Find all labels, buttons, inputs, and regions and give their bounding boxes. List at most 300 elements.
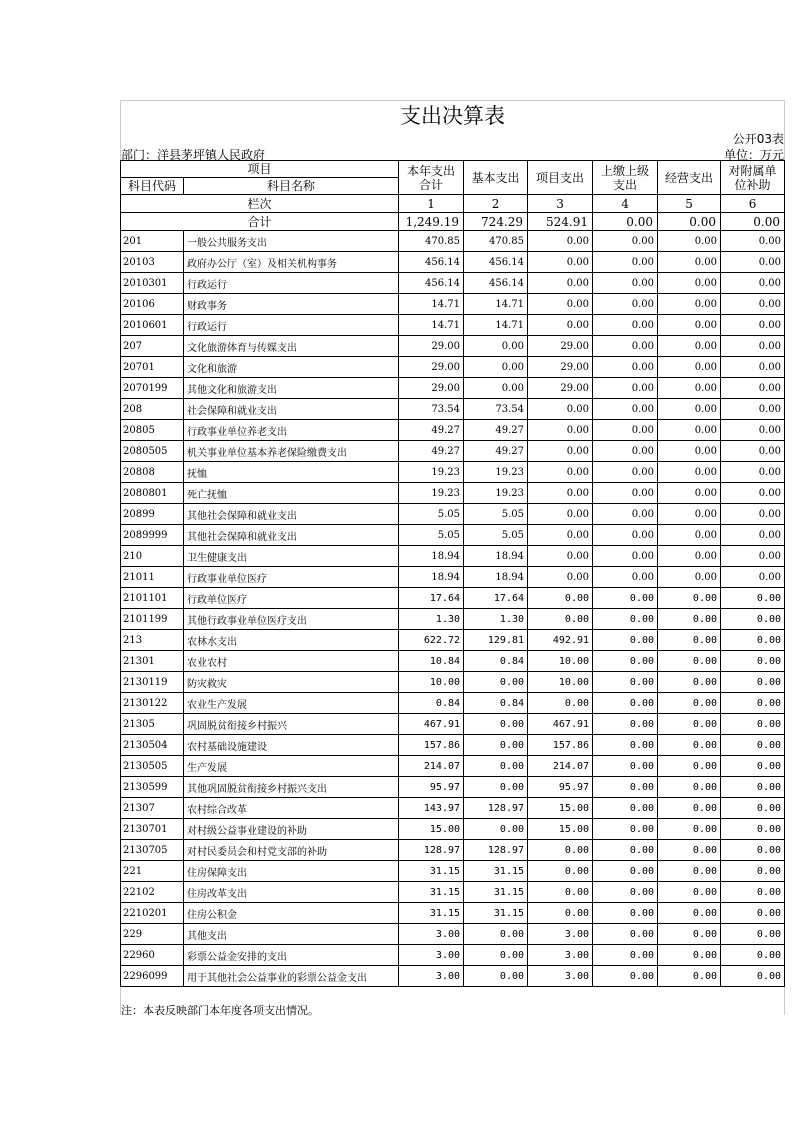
subject-name: 住房公积金 xyxy=(184,903,399,924)
amount-cell: 456.14 xyxy=(464,252,528,273)
amount-cell: 0.00 xyxy=(593,378,658,399)
amount-cell: 0.00 xyxy=(721,735,785,756)
amount-cell: 0.00 xyxy=(593,693,658,714)
amount-cell: 0.00 xyxy=(721,966,785,987)
amount-cell: 0.00 xyxy=(721,483,785,504)
amount-cell: 0.00 xyxy=(528,861,593,882)
subject-name: 防灾救灾 xyxy=(184,672,399,693)
amount-cell: 0.00 xyxy=(593,966,658,987)
amount-cell: 3.00 xyxy=(528,945,593,966)
table-row xyxy=(121,483,785,504)
amount-cell: 0.00 xyxy=(721,399,785,420)
total-value: 1,249.19 xyxy=(399,213,464,231)
subject-code: 20899 xyxy=(121,504,184,525)
amount-cell: 14.71 xyxy=(464,294,528,315)
amount-cell: 0.00 xyxy=(464,735,528,756)
subject-code: 213 xyxy=(121,630,184,651)
table-row xyxy=(121,630,785,651)
table-row xyxy=(121,294,785,315)
amount-cell: 0.00 xyxy=(658,567,721,588)
amount-cell: 19.23 xyxy=(399,462,464,483)
subject-code: 210 xyxy=(121,546,184,567)
amount-cell: 0.00 xyxy=(658,693,721,714)
amount-cell: 0.00 xyxy=(464,756,528,777)
table-row xyxy=(121,252,785,273)
amount-cell: 0.00 xyxy=(528,504,593,525)
amount-cell: 0.00 xyxy=(658,756,721,777)
subject-name: 农村综合改革 xyxy=(184,798,399,819)
subject-name: 社会保障和就业支出 xyxy=(184,399,399,420)
amount-cell: 10.00 xyxy=(528,651,593,672)
amount-cell: 0.00 xyxy=(528,903,593,924)
total-value: 724.29 xyxy=(464,213,528,231)
amount-cell: 10.84 xyxy=(399,651,464,672)
subject-code: 21305 xyxy=(121,714,184,735)
header-basic: 基本支出 xyxy=(464,161,528,195)
subject-name: 行政运行 xyxy=(184,273,399,294)
amount-cell: 49.27 xyxy=(399,441,464,462)
subject-name: 其他文化和旅游支出 xyxy=(184,378,399,399)
amount-cell: 5.05 xyxy=(464,525,528,546)
amount-cell: 0.00 xyxy=(464,714,528,735)
amount-cell: 470.85 xyxy=(399,231,464,252)
subject-name: 农村基础设施建设 xyxy=(184,735,399,756)
table-row xyxy=(121,609,785,630)
amount-cell: 0.00 xyxy=(721,882,785,903)
amount-cell: 0.00 xyxy=(658,525,721,546)
amount-cell: 0.00 xyxy=(658,273,721,294)
subject-code: 2130122 xyxy=(121,693,184,714)
subject-name: 其他社会保障和就业支出 xyxy=(184,525,399,546)
subject-name: 财政事务 xyxy=(184,294,399,315)
amount-cell: 0.00 xyxy=(528,462,593,483)
total-value: 0.00 xyxy=(593,213,658,231)
subject-name: 行政事业单位医疗 xyxy=(184,567,399,588)
amount-cell: 0.00 xyxy=(658,462,721,483)
amount-cell: 3.00 xyxy=(528,966,593,987)
amount-cell: 0.00 xyxy=(593,861,658,882)
amount-cell: 14.71 xyxy=(464,315,528,336)
amount-cell: 0.00 xyxy=(658,483,721,504)
amount-cell: 129.81 xyxy=(464,630,528,651)
amount-cell: 31.15 xyxy=(399,882,464,903)
subject-code: 2080505 xyxy=(121,441,184,462)
table-row xyxy=(121,462,785,483)
amount-cell: 0.00 xyxy=(464,672,528,693)
amount-cell: 456.14 xyxy=(399,252,464,273)
amount-cell: 0.00 xyxy=(464,945,528,966)
col-number: 5 xyxy=(658,195,721,213)
unit-label: 单位：万元 xyxy=(723,148,784,162)
amount-cell: 0.00 xyxy=(658,336,721,357)
amount-cell: 0.00 xyxy=(593,651,658,672)
subject-name: 农业生产发展 xyxy=(184,693,399,714)
amount-cell: 15.00 xyxy=(528,798,593,819)
amount-cell: 73.54 xyxy=(399,399,464,420)
amount-cell: 0.00 xyxy=(528,483,593,504)
subject-code: 2296099 xyxy=(121,966,184,987)
amount-cell: 0.00 xyxy=(721,504,785,525)
amount-cell: 0.00 xyxy=(658,231,721,252)
amount-cell: 0.00 xyxy=(593,609,658,630)
amount-cell: 17.64 xyxy=(464,588,528,609)
amount-cell: 470.85 xyxy=(464,231,528,252)
amount-cell: 622.72 xyxy=(399,630,464,651)
amount-cell: 17.64 xyxy=(399,588,464,609)
amount-cell: 0.00 xyxy=(658,630,721,651)
col-number: 6 xyxy=(721,195,785,213)
amount-cell: 31.15 xyxy=(464,861,528,882)
amount-cell: 0.00 xyxy=(721,693,785,714)
table-row xyxy=(121,588,785,609)
amount-cell: 0.00 xyxy=(721,378,785,399)
amount-cell: 0.00 xyxy=(658,252,721,273)
amount-cell: 5.05 xyxy=(399,504,464,525)
amount-cell: 0.00 xyxy=(593,714,658,735)
table-row xyxy=(121,840,785,861)
subject-code: 2210201 xyxy=(121,903,184,924)
amount-cell: 0.00 xyxy=(593,336,658,357)
subject-name: 死亡抚恤 xyxy=(184,483,399,504)
amount-cell: 0.00 xyxy=(658,714,721,735)
amount-cell: 0.00 xyxy=(593,777,658,798)
table-row xyxy=(121,672,785,693)
amount-cell: 0.00 xyxy=(593,630,658,651)
amount-cell: 19.23 xyxy=(464,483,528,504)
amount-cell: 0.00 xyxy=(658,945,721,966)
amount-cell: 0.00 xyxy=(528,567,593,588)
amount-cell: 1.30 xyxy=(464,609,528,630)
amount-cell: 0.00 xyxy=(721,777,785,798)
header-total: 本年支出合计 xyxy=(399,161,464,195)
amount-cell: 0.00 xyxy=(658,798,721,819)
amount-cell: 0.00 xyxy=(721,252,785,273)
amount-cell: 10.00 xyxy=(399,672,464,693)
amount-cell: 0.00 xyxy=(593,252,658,273)
amount-cell: 0.00 xyxy=(593,399,658,420)
amount-cell: 1.30 xyxy=(399,609,464,630)
amount-cell: 0.00 xyxy=(658,399,721,420)
subject-name: 彩票公益金安排的支出 xyxy=(184,945,399,966)
amount-cell: 0.00 xyxy=(464,357,528,378)
amount-cell: 0.00 xyxy=(721,231,785,252)
subject-code: 20805 xyxy=(121,420,184,441)
amount-cell: 15.00 xyxy=(528,819,593,840)
table-row xyxy=(121,399,785,420)
amount-cell: 0.00 xyxy=(658,294,721,315)
amount-cell: 0.00 xyxy=(721,525,785,546)
amount-cell: 0.00 xyxy=(658,378,721,399)
amount-cell: 0.00 xyxy=(593,756,658,777)
amount-cell: 0.00 xyxy=(658,882,721,903)
amount-cell: 456.14 xyxy=(464,273,528,294)
table-row xyxy=(121,714,785,735)
amount-cell: 0.00 xyxy=(721,630,785,651)
amount-cell: 18.94 xyxy=(464,546,528,567)
amount-cell: 29.00 xyxy=(528,336,593,357)
table-row xyxy=(121,567,785,588)
amount-cell: 0.00 xyxy=(658,588,721,609)
subject-code: 2010301 xyxy=(121,273,184,294)
amount-cell: 0.00 xyxy=(464,777,528,798)
amount-cell: 0.00 xyxy=(593,924,658,945)
amount-cell: 31.15 xyxy=(399,861,464,882)
amount-cell: 0.00 xyxy=(658,672,721,693)
amount-cell: 0.00 xyxy=(593,798,658,819)
subject-name: 生产发展 xyxy=(184,756,399,777)
amount-cell: 0.00 xyxy=(464,336,528,357)
table-row xyxy=(121,315,785,336)
total-value: 0.00 xyxy=(658,213,721,231)
amount-cell: 0.00 xyxy=(593,819,658,840)
amount-cell: 0.00 xyxy=(658,315,721,336)
amount-cell: 128.97 xyxy=(464,840,528,861)
table-row xyxy=(121,903,785,924)
amount-cell: 0.00 xyxy=(721,819,785,840)
amount-cell: 0.00 xyxy=(593,525,658,546)
subject-name: 农业农村 xyxy=(184,651,399,672)
amount-cell: 0.00 xyxy=(658,903,721,924)
subject-code: 2101101 xyxy=(121,588,184,609)
amount-cell: 19.23 xyxy=(399,483,464,504)
amount-cell: 0.00 xyxy=(658,861,721,882)
amount-cell: 0.00 xyxy=(528,399,593,420)
table-row xyxy=(121,525,785,546)
subject-name: 其他巩固脱贫衔接乡村振兴支出 xyxy=(184,777,399,798)
amount-cell: 0.00 xyxy=(593,945,658,966)
header-subsidy: 对附属单位补助 xyxy=(721,161,785,195)
page-title: 支出决算表 xyxy=(400,104,505,128)
amount-cell: 0.00 xyxy=(593,357,658,378)
amount-cell: 0.00 xyxy=(593,504,658,525)
amount-cell: 19.23 xyxy=(464,462,528,483)
table-row xyxy=(121,336,785,357)
amount-cell: 18.94 xyxy=(399,567,464,588)
amount-cell: 29.00 xyxy=(399,378,464,399)
header-name: 科目名称 xyxy=(184,178,399,195)
subject-name: 巩固脱贫衔接乡村振兴 xyxy=(184,714,399,735)
amount-cell: 467.91 xyxy=(528,714,593,735)
subject-code: 2130505 xyxy=(121,756,184,777)
amount-cell: 49.27 xyxy=(399,420,464,441)
amount-cell: 0.00 xyxy=(658,609,721,630)
table-row xyxy=(121,651,785,672)
amount-cell: 0.00 xyxy=(593,441,658,462)
amount-cell: 0.00 xyxy=(528,252,593,273)
amount-cell: 3.00 xyxy=(399,924,464,945)
subject-name: 政府办公厅（室）及相关机构事务 xyxy=(184,252,399,273)
table-row xyxy=(121,819,785,840)
amount-cell: 0.00 xyxy=(464,378,528,399)
amount-cell: 128.97 xyxy=(464,798,528,819)
amount-cell: 29.00 xyxy=(399,336,464,357)
amount-cell: 0.00 xyxy=(528,588,593,609)
subject-code: 22960 xyxy=(121,945,184,966)
subject-code: 20106 xyxy=(121,294,184,315)
amount-cell: 31.15 xyxy=(464,882,528,903)
header-project: 项目支出 xyxy=(528,161,593,195)
amount-cell: 0.00 xyxy=(721,609,785,630)
amount-cell: 18.94 xyxy=(399,546,464,567)
subject-name: 用于其他社会公益事业的彩票公益金支出 xyxy=(184,966,399,987)
amount-cell: 214.07 xyxy=(528,756,593,777)
amount-cell: 49.27 xyxy=(464,420,528,441)
amount-cell: 31.15 xyxy=(464,903,528,924)
subject-name: 文化旅游体育与传媒支出 xyxy=(184,336,399,357)
subject-code: 2130599 xyxy=(121,777,184,798)
amount-cell: 214.07 xyxy=(399,756,464,777)
amount-cell: 0.84 xyxy=(399,693,464,714)
amount-cell: 0.00 xyxy=(721,798,785,819)
subject-code: 2070199 xyxy=(121,378,184,399)
subject-code: 21301 xyxy=(121,651,184,672)
amount-cell: 157.86 xyxy=(528,735,593,756)
table-row xyxy=(121,735,785,756)
col-number: 4 xyxy=(593,195,658,213)
subject-name: 农林水支出 xyxy=(184,630,399,651)
subject-name: 住房保障支出 xyxy=(184,861,399,882)
subject-name: 机关事业单位基本养老保险缴费支出 xyxy=(184,441,399,462)
header-item: 项目 xyxy=(121,161,399,178)
table-row xyxy=(121,882,785,903)
header-business: 经营支出 xyxy=(658,161,721,195)
amount-cell: 456.14 xyxy=(399,273,464,294)
amount-cell: 0.00 xyxy=(593,567,658,588)
amount-cell: 14.71 xyxy=(399,294,464,315)
subject-code: 2101199 xyxy=(121,609,184,630)
subject-name: 对村民委员会和村党支部的补助 xyxy=(184,840,399,861)
amount-cell: 0.00 xyxy=(721,714,785,735)
amount-cell: 29.00 xyxy=(528,357,593,378)
subject-code: 20701 xyxy=(121,357,184,378)
table-row xyxy=(121,966,785,987)
subject-code: 229 xyxy=(121,924,184,945)
table-row xyxy=(121,777,785,798)
amount-cell: 0.00 xyxy=(658,420,721,441)
amount-cell: 0.00 xyxy=(593,294,658,315)
amount-cell: 0.00 xyxy=(593,231,658,252)
amount-cell: 0.00 xyxy=(593,882,658,903)
subject-code: 22102 xyxy=(121,882,184,903)
table-row xyxy=(121,357,785,378)
amount-cell: 0.00 xyxy=(528,882,593,903)
amount-cell: 0.00 xyxy=(658,819,721,840)
amount-cell: 0.00 xyxy=(464,819,528,840)
amount-cell: 0.00 xyxy=(593,735,658,756)
table-row xyxy=(121,420,785,441)
amount-cell: 0.00 xyxy=(528,294,593,315)
amount-cell: 5.05 xyxy=(399,525,464,546)
amount-cell: 0.00 xyxy=(593,546,658,567)
amount-cell: 0.00 xyxy=(721,441,785,462)
amount-cell: 0.00 xyxy=(721,588,785,609)
amount-cell: 0.00 xyxy=(658,966,721,987)
amount-cell: 3.00 xyxy=(399,966,464,987)
header-code: 科目代码 xyxy=(121,178,184,195)
department-label: 部门：洋县茅坪镇人民政府 xyxy=(121,148,266,162)
amount-cell: 3.00 xyxy=(528,924,593,945)
subject-code: 20808 xyxy=(121,462,184,483)
table-row xyxy=(121,441,785,462)
subject-name: 行政运行 xyxy=(184,315,399,336)
amount-cell: 73.54 xyxy=(464,399,528,420)
subject-code: 2130119 xyxy=(121,672,184,693)
col-number: 1 xyxy=(399,195,464,213)
table-row xyxy=(121,924,785,945)
amount-cell: 95.97 xyxy=(399,777,464,798)
amount-cell: 0.00 xyxy=(464,966,528,987)
table-row xyxy=(121,693,785,714)
subject-name: 卫生健康支出 xyxy=(184,546,399,567)
amount-cell: 95.97 xyxy=(528,777,593,798)
amount-cell: 0.00 xyxy=(721,756,785,777)
amount-cell: 0.00 xyxy=(658,441,721,462)
amount-cell: 0.00 xyxy=(528,231,593,252)
subject-code: 221 xyxy=(121,861,184,882)
amount-cell: 0.00 xyxy=(721,336,785,357)
amount-cell: 0.00 xyxy=(658,924,721,945)
amount-cell: 0.00 xyxy=(658,651,721,672)
amount-cell: 0.00 xyxy=(593,483,658,504)
amount-cell: 49.27 xyxy=(464,441,528,462)
amount-cell: 31.15 xyxy=(399,903,464,924)
subject-code: 2010601 xyxy=(121,315,184,336)
form-number: 公开03表 xyxy=(732,132,784,146)
amount-cell: 0.00 xyxy=(528,273,593,294)
subject-code: 21011 xyxy=(121,567,184,588)
amount-cell: 0.00 xyxy=(464,924,528,945)
total-value: 0.00 xyxy=(721,213,785,231)
amount-cell: 0.00 xyxy=(593,903,658,924)
header-seq-label: 栏次 xyxy=(121,195,399,213)
amount-cell: 0.00 xyxy=(721,273,785,294)
table-row xyxy=(121,756,785,777)
amount-cell: 0.00 xyxy=(721,294,785,315)
amount-cell: 0.00 xyxy=(658,735,721,756)
amount-cell: 0.00 xyxy=(658,504,721,525)
amount-cell: 0.00 xyxy=(593,315,658,336)
amount-cell: 0.00 xyxy=(721,924,785,945)
table-row xyxy=(121,945,785,966)
subject-name: 一般公共服务支出 xyxy=(184,231,399,252)
amount-cell: 157.86 xyxy=(399,735,464,756)
subject-code: 208 xyxy=(121,399,184,420)
subject-code: 2080801 xyxy=(121,483,184,504)
total-label: 合计 xyxy=(121,213,399,231)
subject-code: 201 xyxy=(121,231,184,252)
amount-cell: 0.00 xyxy=(658,546,721,567)
subject-name: 抚恤 xyxy=(184,462,399,483)
amount-cell: 14.71 xyxy=(399,315,464,336)
subject-name: 其他支出 xyxy=(184,924,399,945)
amount-cell: 5.05 xyxy=(464,504,528,525)
amount-cell: 0.00 xyxy=(721,672,785,693)
subject-code: 2130504 xyxy=(121,735,184,756)
amount-cell: 0.00 xyxy=(593,840,658,861)
subject-name: 文化和旅游 xyxy=(184,357,399,378)
amount-cell: 492.91 xyxy=(528,630,593,651)
amount-cell: 0.00 xyxy=(721,420,785,441)
amount-cell: 18.94 xyxy=(464,567,528,588)
table-row xyxy=(121,273,785,294)
amount-cell: 0.00 xyxy=(528,315,593,336)
table-row xyxy=(121,861,785,882)
amount-cell: 0.00 xyxy=(528,546,593,567)
amount-cell: 0.00 xyxy=(721,945,785,966)
amount-cell: 0.00 xyxy=(721,651,785,672)
amount-cell: 0.00 xyxy=(721,840,785,861)
subject-code: 2089999 xyxy=(121,525,184,546)
